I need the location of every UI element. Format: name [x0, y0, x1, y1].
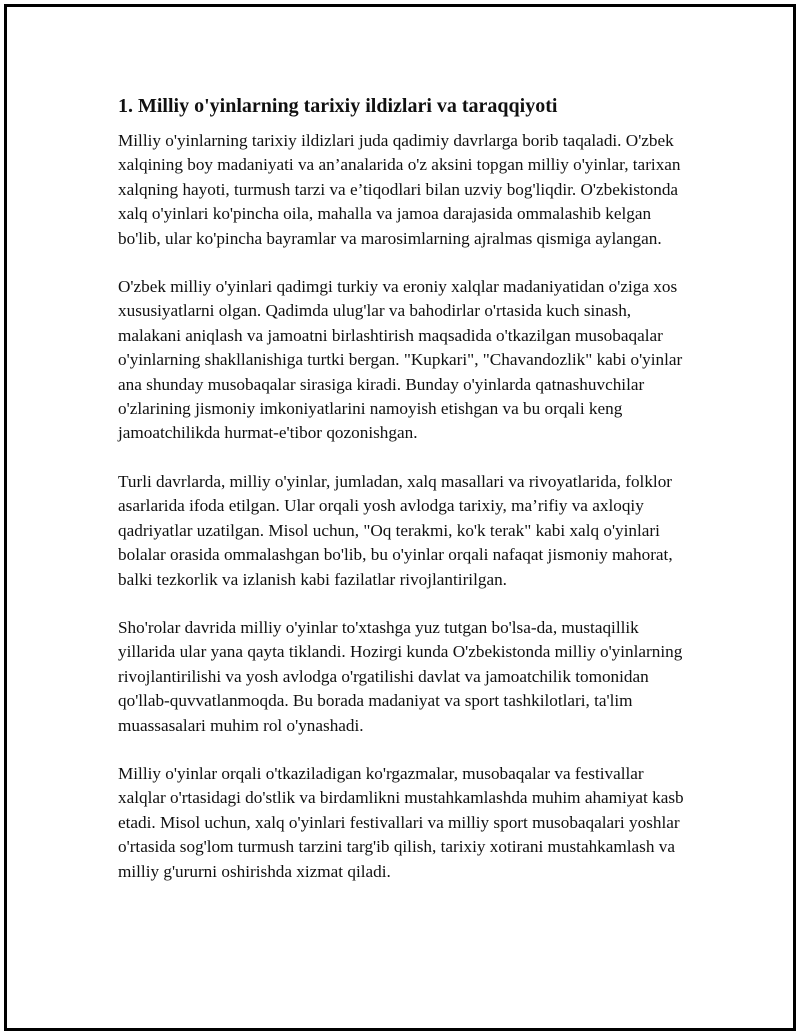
- paragraph-3: Turli davrlarda, milliy o'yinlar, jumladan, xalq masallari va rivoyatlarida, folklor asarlarida ifoda etilgan. Ular orqali yosh avlodga tarixiy, ma’rifiy va axloqiy qadriyatlar uzatilgan. Misol uchun, "Oq terakmi, ko'k terak" kabi xalq o'yinlari bolalar orasida ommalashgan bo'lib, bu o'yinlar orqali nafaqat jismoniy mahorat, balki tezkorlik va izlanish kabi fazilatlar rivojlantirilgan.: [118, 471, 673, 589]
- paragraph-4: Sho'rolar davrida milliy o'yinlar to'xtashga yuz tutgan bo'lsa-da, mustaqillik yillarida ular yana qayta tiklandi. Hozirgi kunda O'zbekistonda milliy o'yinlarning rivojlantirilishi va yosh avlodga o'rgatilishi davlat va jamoatchilik tomonidan qo'llab-quvvatlanmoqda. Bu borada madaniyat va sport tashkilotlari, ta'lim muassasalari muhim rol o'ynashadi.: [118, 617, 683, 735]
- document-body: [118, 92, 690, 908]
- paragraph-1: Milliy o'yinlarning tarixiy ildizlari juda qadimiy davrlarga borib taqaladi. O'zbek xalqining boy madaniyati va an’analarida o'z aksini topgan milliy o'yinlar, tarixan xalqning hayoti, turmush tarzi va e’tiqodlari bilan uzviy bog'liqdir. O'zbekistonda xalq o'yinlari ko'pincha oila, mahalla va jamoa darajasida ommalashib kelgan bo'lib, ular ko'pincha bayramlar va marosimlarning ajralmas qismiga aylangan.: [118, 131, 681, 248]
- section-heading: 1. Milliy o'yinlarning tarixiy ildizlari va taraqqiyoti: [118, 95, 558, 117]
- paragraph-5: Milliy o'yinlar orqali o'tkaziladigan ko'rgazmalar, musobaqalar va festivallar xalqlar o'rtasidagi do'stlik va birdamlikni mustahkamlashda muhim ahamiyat kasb etadi. Misol uchun, xalq o'yinlari festivallari va milliy sport musobaqalari yoshlar o'rtasida sog'lom turmush tarzini targ'ib qilish, tarixiy xotirani mustahkamlash va milliy g'ururni oshirishda xizmat qiladi.: [118, 763, 684, 881]
- paragraph-2: O'zbek milliy o'yinlari qadimgi turkiy va eroniy xalqlar madaniyatidan o'ziga xos xususiyatlarni olgan. Qadimda ulug'lar va bahodirlar o'rtasida kuch sinash, malakani aniqlash va jamoatni birlashtirish maqsadida o'tkazilgan musobaqalar o'yinlarning shakllanishiga turtki bergan. "Kupkari", "Chavandozlik" kabi o'yinlar ana shunday musobaqalar sirasiga kiradi. Bunday o'yinlarda qatnashuvchilar o'zlarining jismoniy imkoniyatlarini namoyish etishgan va bu orqali keng jamoatchilikda hurmat-e'tibor qozonishgan.: [118, 277, 683, 443]
